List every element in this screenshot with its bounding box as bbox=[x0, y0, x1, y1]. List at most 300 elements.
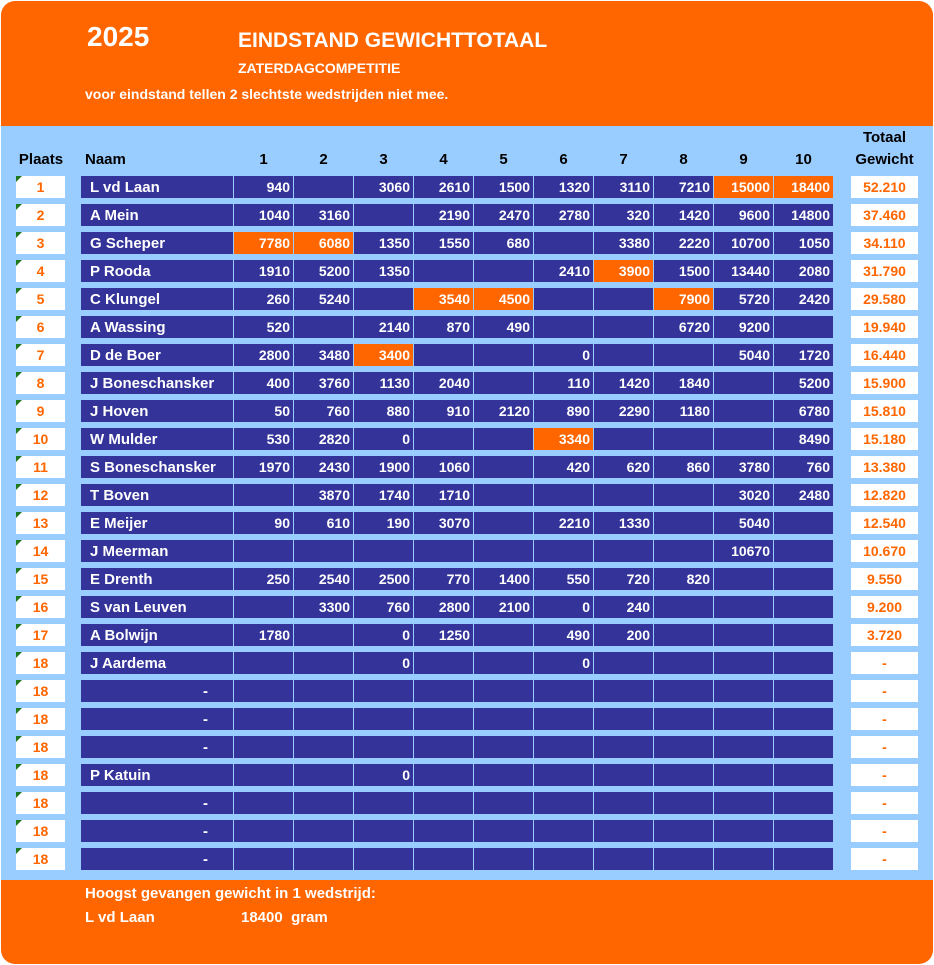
weight-cell-match-5[interactable] bbox=[474, 428, 533, 450]
weight-cell-match-2[interactable] bbox=[294, 736, 353, 758]
weight-cell-match-6[interactable]: 2410 bbox=[534, 260, 593, 282]
weight-cell-match-7[interactable]: 1420 bbox=[594, 372, 653, 394]
name-cell[interactable]: - bbox=[81, 848, 233, 870]
weight-cell-match-10[interactable]: 2480 bbox=[774, 484, 833, 506]
rank-cell[interactable] bbox=[16, 512, 65, 534]
weight-cell-match-10[interactable] bbox=[774, 708, 833, 730]
weight-cell-match-4[interactable]: 770 bbox=[414, 568, 473, 590]
weight-cell-match-1[interactable]: 1970 bbox=[234, 456, 293, 478]
weight-cell-match-3[interactable] bbox=[354, 680, 413, 702]
weight-cell-match-3[interactable]: 0 bbox=[354, 624, 413, 646]
weight-cell-match-8[interactable] bbox=[654, 428, 713, 450]
weight-cell-match-9[interactable]: 10700 bbox=[714, 232, 773, 254]
weight-cell-match-6[interactable] bbox=[534, 232, 593, 254]
weight-cell-match-1[interactable] bbox=[234, 820, 293, 842]
weight-cell-match-1[interactable] bbox=[234, 764, 293, 786]
weight-cell-match-3[interactable]: 1350 bbox=[354, 232, 413, 254]
weight-cell-match-4[interactable] bbox=[414, 344, 473, 366]
weight-cell-match-6[interactable] bbox=[534, 820, 593, 842]
name-cell[interactable]: L vd Laan bbox=[81, 176, 233, 198]
weight-cell-match-4[interactable] bbox=[414, 708, 473, 730]
weight-cell-match-5[interactable] bbox=[474, 344, 533, 366]
weight-cell-match-10[interactable] bbox=[774, 596, 833, 618]
rank-cell[interactable] bbox=[16, 652, 65, 674]
total-weight-cell[interactable]: - bbox=[851, 680, 918, 702]
total-weight-cell[interactable]: 3.720 bbox=[851, 624, 918, 646]
name-cell[interactable]: T Boven bbox=[81, 484, 233, 506]
weight-cell-match-10[interactable] bbox=[774, 736, 833, 758]
weight-cell-match-3[interactable]: 3060 bbox=[354, 176, 413, 198]
weight-cell-match-5[interactable]: 680 bbox=[474, 232, 533, 254]
weight-cell-match-8[interactable] bbox=[654, 540, 713, 562]
weight-cell-match-3[interactable]: 1740 bbox=[354, 484, 413, 506]
weight-cell-match-4[interactable] bbox=[414, 428, 473, 450]
weight-cell-match-10[interactable] bbox=[774, 624, 833, 646]
weight-cell-match-3[interactable]: 1900 bbox=[354, 456, 413, 478]
weight-cell-match-6[interactable] bbox=[534, 540, 593, 562]
total-weight-cell[interactable]: - bbox=[851, 652, 918, 674]
weight-cell-match-5[interactable] bbox=[474, 260, 533, 282]
weight-cell-match-6[interactable]: 0 bbox=[534, 596, 593, 618]
weight-cell-match-9[interactable]: 9600 bbox=[714, 204, 773, 226]
weight-cell-match-7[interactable]: 2290 bbox=[594, 400, 653, 422]
weight-cell-match-1[interactable]: 520 bbox=[234, 316, 293, 338]
rank-cell[interactable] bbox=[16, 372, 65, 394]
rank-cell[interactable] bbox=[16, 484, 65, 506]
weight-cell-match-9[interactable]: 5040 bbox=[714, 512, 773, 534]
weight-cell-match-3[interactable] bbox=[354, 736, 413, 758]
rank-cell[interactable] bbox=[16, 204, 65, 226]
rank-cell[interactable] bbox=[16, 596, 65, 618]
rank-cell[interactable] bbox=[16, 232, 65, 254]
weight-cell-match-7[interactable] bbox=[594, 848, 653, 870]
weight-cell-match-5[interactable]: 1500 bbox=[474, 176, 533, 198]
total-weight-cell[interactable]: 15.810 bbox=[851, 400, 918, 422]
total-weight-cell[interactable]: - bbox=[851, 708, 918, 730]
weight-cell-match-5[interactable]: 2100 bbox=[474, 596, 533, 618]
weight-cell-match-5[interactable]: 2120 bbox=[474, 400, 533, 422]
weight-cell-match-6[interactable]: 0 bbox=[534, 344, 593, 366]
weight-cell-match-1[interactable] bbox=[234, 848, 293, 870]
weight-cell-match-10[interactable] bbox=[774, 680, 833, 702]
weight-cell-match-5[interactable] bbox=[474, 456, 533, 478]
total-weight-cell[interactable]: 19.940 bbox=[851, 316, 918, 338]
name-cell[interactable]: C Klungel bbox=[81, 288, 233, 310]
weight-cell-match-3[interactable]: 760 bbox=[354, 596, 413, 618]
total-weight-cell[interactable]: 31.790 bbox=[851, 260, 918, 282]
weight-cell-match-4[interactable] bbox=[414, 652, 473, 674]
weight-cell-match-1[interactable]: 1910 bbox=[234, 260, 293, 282]
weight-cell-match-8[interactable] bbox=[654, 736, 713, 758]
weight-cell-match-8[interactable] bbox=[654, 344, 713, 366]
rank-cell[interactable] bbox=[16, 792, 65, 814]
weight-cell-match-10[interactable]: 1050 bbox=[774, 232, 833, 254]
weight-cell-match-3[interactable]: 0 bbox=[354, 764, 413, 786]
name-cell[interactable]: A Mein bbox=[81, 204, 233, 226]
total-weight-cell[interactable]: 9.550 bbox=[851, 568, 918, 590]
rank-cell[interactable] bbox=[16, 764, 65, 786]
weight-cell-match-5[interactable] bbox=[474, 820, 533, 842]
weight-cell-match-3[interactable]: 190 bbox=[354, 512, 413, 534]
name-cell[interactable]: - bbox=[81, 792, 233, 814]
name-cell[interactable]: J Meerman bbox=[81, 540, 233, 562]
weight-cell-match-2[interactable]: 3870 bbox=[294, 484, 353, 506]
weight-cell-match-9[interactable]: 13440 bbox=[714, 260, 773, 282]
weight-cell-match-7[interactable] bbox=[594, 288, 653, 310]
weight-cell-match-9[interactable] bbox=[714, 848, 773, 870]
weight-cell-match-8[interactable]: 7210 bbox=[654, 176, 713, 198]
weight-cell-match-7[interactable] bbox=[594, 652, 653, 674]
weight-cell-match-10[interactable]: 8490 bbox=[774, 428, 833, 450]
weight-cell-match-1[interactable]: 940 bbox=[234, 176, 293, 198]
weight-cell-match-8[interactable] bbox=[654, 484, 713, 506]
weight-cell-match-7[interactable]: 3900 bbox=[594, 260, 653, 282]
total-weight-cell[interactable]: - bbox=[851, 792, 918, 814]
rank-cell[interactable] bbox=[16, 736, 65, 758]
weight-cell-match-9[interactable] bbox=[714, 568, 773, 590]
weight-cell-match-10[interactable] bbox=[774, 792, 833, 814]
total-weight-cell[interactable]: 9.200 bbox=[851, 596, 918, 618]
rank-cell[interactable] bbox=[16, 568, 65, 590]
weight-cell-match-5[interactable]: 490 bbox=[474, 316, 533, 338]
weight-cell-match-8[interactable] bbox=[654, 792, 713, 814]
weight-cell-match-6[interactable] bbox=[534, 484, 593, 506]
weight-cell-match-1[interactable] bbox=[234, 736, 293, 758]
weight-cell-match-7[interactable]: 240 bbox=[594, 596, 653, 618]
rank-cell[interactable] bbox=[16, 708, 65, 730]
weight-cell-match-8[interactable]: 6720 bbox=[654, 316, 713, 338]
weight-cell-match-9[interactable] bbox=[714, 400, 773, 422]
total-weight-cell[interactable]: - bbox=[851, 764, 918, 786]
name-cell[interactable]: S Boneschansker bbox=[81, 456, 233, 478]
weight-cell-match-10[interactable] bbox=[774, 568, 833, 590]
total-weight-cell[interactable]: 52.210 bbox=[851, 176, 918, 198]
weight-cell-match-1[interactable] bbox=[234, 792, 293, 814]
weight-cell-match-6[interactable]: 490 bbox=[534, 624, 593, 646]
name-cell[interactable]: J Hoven bbox=[81, 400, 233, 422]
weight-cell-match-3[interactable]: 1130 bbox=[354, 372, 413, 394]
name-cell[interactable]: S van Leuven bbox=[81, 596, 233, 618]
weight-cell-match-10[interactable]: 14800 bbox=[774, 204, 833, 226]
weight-cell-match-3[interactable] bbox=[354, 848, 413, 870]
weight-cell-match-10[interactable]: 2080 bbox=[774, 260, 833, 282]
name-cell[interactable]: - bbox=[81, 820, 233, 842]
rank-cell[interactable] bbox=[16, 344, 65, 366]
weight-cell-match-7[interactable]: 200 bbox=[594, 624, 653, 646]
weight-cell-match-4[interactable]: 870 bbox=[414, 316, 473, 338]
weight-cell-match-8[interactable]: 1840 bbox=[654, 372, 713, 394]
weight-cell-match-6[interactable] bbox=[534, 848, 593, 870]
weight-cell-match-7[interactable] bbox=[594, 540, 653, 562]
rank-cell[interactable] bbox=[16, 848, 65, 870]
weight-cell-match-6[interactable]: 0 bbox=[534, 652, 593, 674]
weight-cell-match-7[interactable] bbox=[594, 428, 653, 450]
weight-cell-match-2[interactable] bbox=[294, 764, 353, 786]
weight-cell-match-8[interactable]: 1500 bbox=[654, 260, 713, 282]
weight-cell-match-2[interactable]: 2820 bbox=[294, 428, 353, 450]
weight-cell-match-7[interactable] bbox=[594, 484, 653, 506]
weight-cell-match-4[interactable]: 2040 bbox=[414, 372, 473, 394]
weight-cell-match-5[interactable] bbox=[474, 512, 533, 534]
weight-cell-match-8[interactable] bbox=[654, 596, 713, 618]
weight-cell-match-4[interactable]: 1250 bbox=[414, 624, 473, 646]
rank-cell[interactable] bbox=[16, 176, 65, 198]
weight-cell-match-8[interactable] bbox=[654, 708, 713, 730]
weight-cell-match-3[interactable]: 0 bbox=[354, 652, 413, 674]
weight-cell-match-7[interactable]: 620 bbox=[594, 456, 653, 478]
total-weight-cell[interactable]: 29.580 bbox=[851, 288, 918, 310]
weight-cell-match-2[interactable] bbox=[294, 540, 353, 562]
weight-cell-match-5[interactable] bbox=[474, 736, 533, 758]
weight-cell-match-6[interactable] bbox=[534, 792, 593, 814]
weight-cell-match-4[interactable] bbox=[414, 792, 473, 814]
name-cell[interactable]: D de Boer bbox=[81, 344, 233, 366]
name-cell[interactable]: A Wassing bbox=[81, 316, 233, 338]
total-weight-cell[interactable]: 37.460 bbox=[851, 204, 918, 226]
rank-cell[interactable] bbox=[16, 624, 65, 646]
name-cell[interactable]: G Scheper bbox=[81, 232, 233, 254]
weight-cell-match-7[interactable]: 3380 bbox=[594, 232, 653, 254]
name-cell[interactable]: E Meijer bbox=[81, 512, 233, 534]
weight-cell-match-1[interactable] bbox=[234, 540, 293, 562]
weight-cell-match-6[interactable] bbox=[534, 764, 593, 786]
weight-cell-match-5[interactable] bbox=[474, 680, 533, 702]
weight-cell-match-6[interactable] bbox=[534, 736, 593, 758]
weight-cell-match-2[interactable]: 3760 bbox=[294, 372, 353, 394]
weight-cell-match-9[interactable] bbox=[714, 624, 773, 646]
weight-cell-match-8[interactable]: 2220 bbox=[654, 232, 713, 254]
weight-cell-match-3[interactable] bbox=[354, 540, 413, 562]
total-weight-cell[interactable]: - bbox=[851, 736, 918, 758]
weight-cell-match-1[interactable] bbox=[234, 652, 293, 674]
weight-cell-match-4[interactable]: 1060 bbox=[414, 456, 473, 478]
weight-cell-match-2[interactable] bbox=[294, 316, 353, 338]
weight-cell-match-5[interactable] bbox=[474, 652, 533, 674]
weight-cell-match-3[interactable]: 0 bbox=[354, 428, 413, 450]
weight-cell-match-7[interactable] bbox=[594, 680, 653, 702]
weight-cell-match-7[interactable] bbox=[594, 764, 653, 786]
weight-cell-match-4[interactable] bbox=[414, 848, 473, 870]
name-cell[interactable]: A Bolwijn bbox=[81, 624, 233, 646]
weight-cell-match-8[interactable] bbox=[654, 680, 713, 702]
weight-cell-match-8[interactable]: 7900 bbox=[654, 288, 713, 310]
weight-cell-match-10[interactable]: 5200 bbox=[774, 372, 833, 394]
rank-cell[interactable] bbox=[16, 260, 65, 282]
weight-cell-match-7[interactable] bbox=[594, 708, 653, 730]
weight-cell-match-4[interactable]: 1710 bbox=[414, 484, 473, 506]
weight-cell-match-4[interactable]: 1550 bbox=[414, 232, 473, 254]
weight-cell-match-3[interactable]: 2140 bbox=[354, 316, 413, 338]
weight-cell-match-10[interactable] bbox=[774, 652, 833, 674]
weight-cell-match-9[interactable]: 15000 bbox=[714, 176, 773, 198]
weight-cell-match-2[interactable]: 3160 bbox=[294, 204, 353, 226]
weight-cell-match-6[interactable]: 3340 bbox=[534, 428, 593, 450]
weight-cell-match-10[interactable] bbox=[774, 512, 833, 534]
weight-cell-match-4[interactable] bbox=[414, 540, 473, 562]
weight-cell-match-9[interactable] bbox=[714, 764, 773, 786]
weight-cell-match-6[interactable]: 550 bbox=[534, 568, 593, 590]
weight-cell-match-4[interactable] bbox=[414, 820, 473, 842]
weight-cell-match-9[interactable] bbox=[714, 820, 773, 842]
weight-cell-match-10[interactable] bbox=[774, 540, 833, 562]
total-weight-cell[interactable]: 12.540 bbox=[851, 512, 918, 534]
weight-cell-match-8[interactable] bbox=[654, 512, 713, 534]
weight-cell-match-2[interactable] bbox=[294, 176, 353, 198]
weight-cell-match-9[interactable] bbox=[714, 596, 773, 618]
total-weight-cell[interactable]: 34.110 bbox=[851, 232, 918, 254]
weight-cell-match-7[interactable]: 3110 bbox=[594, 176, 653, 198]
weight-cell-match-7[interactable]: 720 bbox=[594, 568, 653, 590]
weight-cell-match-3[interactable] bbox=[354, 820, 413, 842]
total-weight-cell[interactable]: 13.380 bbox=[851, 456, 918, 478]
weight-cell-match-10[interactable]: 760 bbox=[774, 456, 833, 478]
weight-cell-match-2[interactable]: 760 bbox=[294, 400, 353, 422]
weight-cell-match-7[interactable] bbox=[594, 736, 653, 758]
weight-cell-match-8[interactable]: 860 bbox=[654, 456, 713, 478]
weight-cell-match-9[interactable]: 3020 bbox=[714, 484, 773, 506]
weight-cell-match-3[interactable] bbox=[354, 792, 413, 814]
weight-cell-match-5[interactable] bbox=[474, 764, 533, 786]
weight-cell-match-2[interactable]: 2540 bbox=[294, 568, 353, 590]
weight-cell-match-6[interactable]: 2210 bbox=[534, 512, 593, 534]
weight-cell-match-5[interactable]: 4500 bbox=[474, 288, 533, 310]
weight-cell-match-9[interactable] bbox=[714, 792, 773, 814]
weight-cell-match-6[interactable]: 1320 bbox=[534, 176, 593, 198]
weight-cell-match-3[interactable]: 1350 bbox=[354, 260, 413, 282]
weight-cell-match-2[interactable]: 3480 bbox=[294, 344, 353, 366]
weight-cell-match-5[interactable]: 2470 bbox=[474, 204, 533, 226]
weight-cell-match-6[interactable] bbox=[534, 288, 593, 310]
weight-cell-match-9[interactable]: 10670 bbox=[714, 540, 773, 562]
weight-cell-match-5[interactable] bbox=[474, 484, 533, 506]
weight-cell-match-9[interactable]: 5720 bbox=[714, 288, 773, 310]
weight-cell-match-6[interactable]: 110 bbox=[534, 372, 593, 394]
weight-cell-match-8[interactable]: 1420 bbox=[654, 204, 713, 226]
name-cell[interactable]: - bbox=[81, 708, 233, 730]
rank-cell[interactable] bbox=[16, 456, 65, 478]
weight-cell-match-5[interactable]: 1400 bbox=[474, 568, 533, 590]
total-weight-cell[interactable]: - bbox=[851, 848, 918, 870]
name-cell[interactable]: W Mulder bbox=[81, 428, 233, 450]
weight-cell-match-6[interactable] bbox=[534, 708, 593, 730]
rank-cell[interactable] bbox=[16, 400, 65, 422]
weight-cell-match-7[interactable]: 1330 bbox=[594, 512, 653, 534]
total-weight-cell[interactable]: 16.440 bbox=[851, 344, 918, 366]
weight-cell-match-9[interactable]: 9200 bbox=[714, 316, 773, 338]
weight-cell-match-2[interactable]: 2430 bbox=[294, 456, 353, 478]
weight-cell-match-2[interactable] bbox=[294, 624, 353, 646]
weight-cell-match-3[interactable] bbox=[354, 204, 413, 226]
name-cell[interactable]: J Boneschansker bbox=[81, 372, 233, 394]
weight-cell-match-9[interactable] bbox=[714, 680, 773, 702]
weight-cell-match-6[interactable]: 2780 bbox=[534, 204, 593, 226]
weight-cell-match-8[interactable]: 1180 bbox=[654, 400, 713, 422]
weight-cell-match-1[interactable]: 260 bbox=[234, 288, 293, 310]
weight-cell-match-10[interactable] bbox=[774, 848, 833, 870]
weight-cell-match-10[interactable] bbox=[774, 316, 833, 338]
rank-cell[interactable] bbox=[16, 540, 65, 562]
weight-cell-match-8[interactable]: 820 bbox=[654, 568, 713, 590]
total-weight-cell[interactable]: - bbox=[851, 820, 918, 842]
weight-cell-match-8[interactable] bbox=[654, 820, 713, 842]
weight-cell-match-1[interactable] bbox=[234, 708, 293, 730]
weight-cell-match-4[interactable]: 2800 bbox=[414, 596, 473, 618]
weight-cell-match-10[interactable] bbox=[774, 820, 833, 842]
weight-cell-match-9[interactable]: 5040 bbox=[714, 344, 773, 366]
weight-cell-match-8[interactable] bbox=[654, 652, 713, 674]
rank-cell[interactable] bbox=[16, 680, 65, 702]
weight-cell-match-10[interactable]: 2420 bbox=[774, 288, 833, 310]
weight-cell-match-2[interactable]: 3300 bbox=[294, 596, 353, 618]
weight-cell-match-9[interactable]: 3780 bbox=[714, 456, 773, 478]
rank-cell[interactable] bbox=[16, 288, 65, 310]
weight-cell-match-4[interactable] bbox=[414, 764, 473, 786]
weight-cell-match-5[interactable] bbox=[474, 708, 533, 730]
weight-cell-match-1[interactable]: 530 bbox=[234, 428, 293, 450]
weight-cell-match-6[interactable] bbox=[534, 316, 593, 338]
weight-cell-match-7[interactable] bbox=[594, 344, 653, 366]
weight-cell-match-4[interactable] bbox=[414, 680, 473, 702]
weight-cell-match-4[interactable]: 3070 bbox=[414, 512, 473, 534]
weight-cell-match-1[interactable] bbox=[234, 484, 293, 506]
name-cell[interactable]: P Katuin bbox=[81, 764, 233, 786]
weight-cell-match-1[interactable]: 7780 bbox=[234, 232, 293, 254]
weight-cell-match-2[interactable] bbox=[294, 820, 353, 842]
rank-cell[interactable] bbox=[16, 428, 65, 450]
weight-cell-match-7[interactable]: 320 bbox=[594, 204, 653, 226]
weight-cell-match-7[interactable] bbox=[594, 820, 653, 842]
name-cell[interactable]: J Aardema bbox=[81, 652, 233, 674]
weight-cell-match-6[interactable] bbox=[534, 680, 593, 702]
name-cell[interactable]: E Drenth bbox=[81, 568, 233, 590]
weight-cell-match-2[interactable]: 6080 bbox=[294, 232, 353, 254]
weight-cell-match-9[interactable] bbox=[714, 428, 773, 450]
weight-cell-match-10[interactable]: 18400 bbox=[774, 176, 833, 198]
weight-cell-match-7[interactable] bbox=[594, 316, 653, 338]
weight-cell-match-3[interactable]: 3400 bbox=[354, 344, 413, 366]
weight-cell-match-8[interactable] bbox=[654, 764, 713, 786]
weight-cell-match-5[interactable] bbox=[474, 540, 533, 562]
weight-cell-match-1[interactable]: 1780 bbox=[234, 624, 293, 646]
weight-cell-match-2[interactable] bbox=[294, 792, 353, 814]
total-weight-cell[interactable]: 12.820 bbox=[851, 484, 918, 506]
weight-cell-match-3[interactable]: 2500 bbox=[354, 568, 413, 590]
weight-cell-match-1[interactable] bbox=[234, 680, 293, 702]
weight-cell-match-6[interactable]: 420 bbox=[534, 456, 593, 478]
rank-cell[interactable] bbox=[16, 316, 65, 338]
weight-cell-match-4[interactable]: 2610 bbox=[414, 176, 473, 198]
weight-cell-match-10[interactable] bbox=[774, 764, 833, 786]
weight-cell-match-9[interactable] bbox=[714, 652, 773, 674]
weight-cell-match-10[interactable]: 6780 bbox=[774, 400, 833, 422]
weight-cell-match-5[interactable] bbox=[474, 792, 533, 814]
weight-cell-match-9[interactable] bbox=[714, 736, 773, 758]
weight-cell-match-3[interactable] bbox=[354, 288, 413, 310]
weight-cell-match-1[interactable]: 1040 bbox=[234, 204, 293, 226]
weight-cell-match-5[interactable] bbox=[474, 372, 533, 394]
weight-cell-match-1[interactable]: 2800 bbox=[234, 344, 293, 366]
weight-cell-match-2[interactable] bbox=[294, 680, 353, 702]
weight-cell-match-1[interactable]: 400 bbox=[234, 372, 293, 394]
weight-cell-match-3[interactable] bbox=[354, 708, 413, 730]
weight-cell-match-10[interactable]: 1720 bbox=[774, 344, 833, 366]
weight-cell-match-1[interactable]: 90 bbox=[234, 512, 293, 534]
weight-cell-match-5[interactable] bbox=[474, 624, 533, 646]
weight-cell-match-1[interactable] bbox=[234, 596, 293, 618]
weight-cell-match-2[interactable]: 5200 bbox=[294, 260, 353, 282]
name-cell[interactable]: - bbox=[81, 736, 233, 758]
name-cell[interactable]: P Rooda bbox=[81, 260, 233, 282]
